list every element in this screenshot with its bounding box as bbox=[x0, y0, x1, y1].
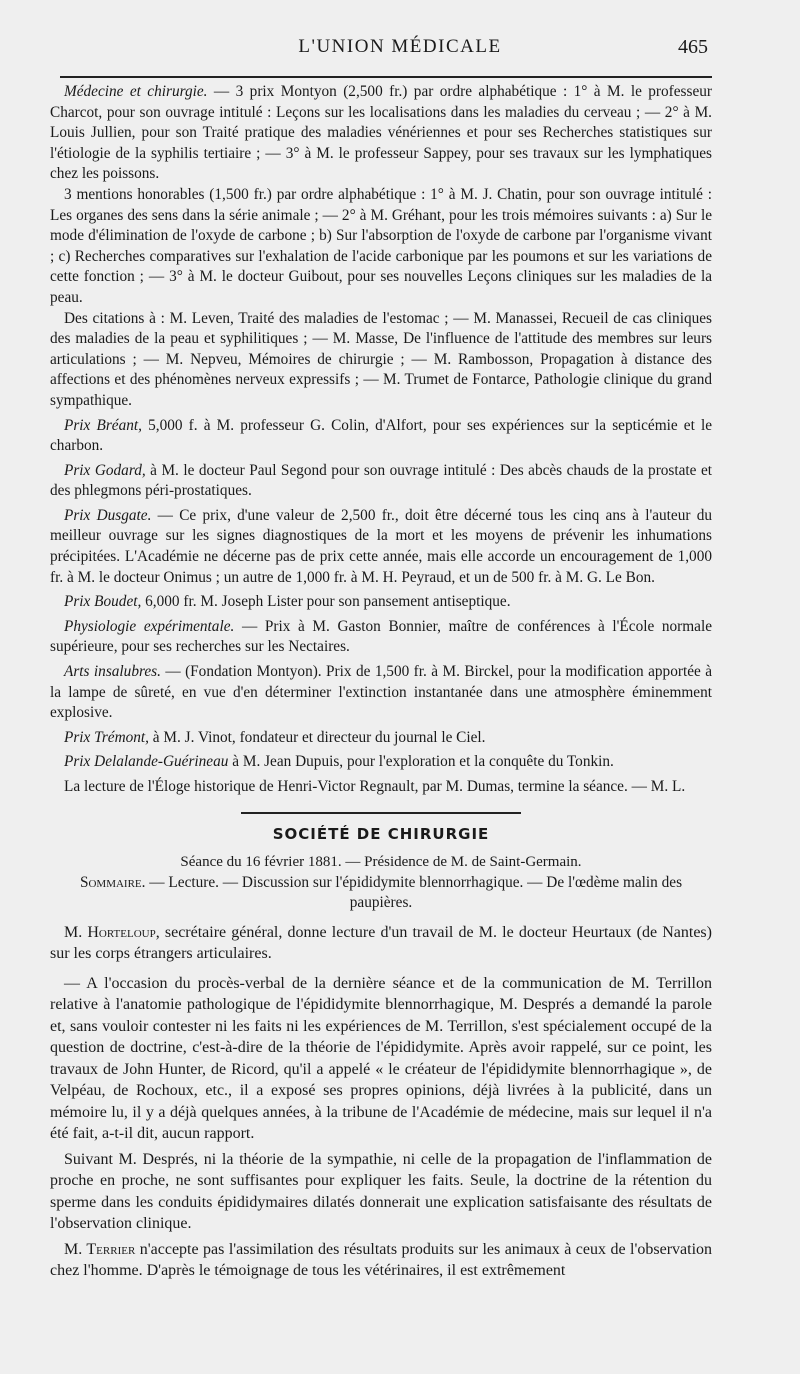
paragraph-lead: Physiologie expérimentale. bbox=[64, 617, 235, 635]
paragraph-text: La lecture de l'Éloge historique de Henri-Victor Regnault, par M. Dumas, termine la séance. — M. L. bbox=[64, 778, 686, 795]
paragraph bbox=[50, 1149, 712, 1235]
header-rule bbox=[60, 76, 712, 78]
paragraph-text: 6,000 fr. M. Joseph Lister pour son pansement antiseptique. bbox=[141, 593, 511, 611]
paragraph bbox=[50, 777, 712, 798]
paragraph-text: — Ce prix, d'une valeur de 2,500 fr., doit être décerné tous les cinq ans à l'auteur du meilleur ouvrage sur les signes diagnostiques de la mort et les moyens de prévenir les inhumations précipitées. L'Académie ne décerne pas de prix cette année, mais elle accorde un encouragement de 1,000 fr. à M. le docteur Onimus ; un autre de 1,000 fr. à M. H. Peyraud, et un de 500 fr. à M. G. Le Bon. bbox=[50, 506, 712, 586]
paragraph-text: 5,000 f. à M. professeur G. Colin, d'Alfort, pour ses expériences sur la septicémie et le charbon. bbox=[50, 416, 713, 455]
summary-label: Sommaire. bbox=[79, 873, 146, 891]
paragraph bbox=[50, 752, 712, 773]
paragraph bbox=[50, 185, 712, 309]
paragraph-text: à M. Jean Dupuis, pour l'exploration et la conquête du Tonkin. bbox=[228, 753, 614, 771]
summary-text: — Lecture. — Discussion sur l'épididymite blennorrhagique. — De l'œdème malin des paupières. bbox=[145, 873, 683, 912]
paragraph-lead: M. Terrier bbox=[64, 1240, 136, 1258]
paragraph bbox=[50, 309, 712, 412]
paragraph-text: n'accepte pas l'assimilation des résultats produits sur les animaux à ceux de l'observation chez l'homme. D'après le témoignage de tous les vétérinaires, il est extrêmement bbox=[50, 1240, 713, 1280]
paragraph bbox=[50, 728, 712, 749]
session-line: Séance du 16 février 1881. — Présidence de M. de Saint-Germain. bbox=[180, 854, 582, 871]
paragraph-text: secrétaire général, donne lecture d'un travail de M. le docteur Heurtaux (de Nantes) sur les corps étrangers articulaires. bbox=[50, 923, 712, 963]
paragraph-lead: Prix Bréant, bbox=[64, 416, 142, 434]
paragraph-lead: Prix Boudet, bbox=[64, 593, 142, 611]
paragraph bbox=[50, 922, 712, 965]
paragraph bbox=[50, 416, 712, 457]
section-divider bbox=[241, 812, 521, 814]
page-number: 465 bbox=[678, 36, 708, 58]
paragraph-lead: M. Horteloup, bbox=[64, 923, 160, 941]
paragraph bbox=[50, 617, 712, 658]
paragraph-lead: Prix Dusgate. bbox=[64, 506, 152, 524]
paragraph-text: — 3 prix Montyon (2,500 fr.) par ordre alphabétique : 1° à M. le professeur Charcot, pour son ouvrage intitulé : Leçons sur les localisations dans les maladies du cerveau ; — 2° à M. Louis Jullien, pour son Traité pratique des maladies vénériennes et pour ses Recherches statistiques sur l'étiologie de la syphilis tertiaire ; — 3° à M. le professeur Sappey, pour ses travaux sur les lymphatiques chez les poissons. bbox=[50, 83, 712, 183]
summary bbox=[50, 873, 712, 914]
paragraph bbox=[50, 506, 712, 588]
paragraph-text: Des citations à : M. Leven, Traité des maladies de l'estomac ; — M. Manassei, Recueil de cas cliniques des maladies de la peau et syphilitiques ; — M. Masse, De l'influence de l'attitude des membres sur leurs articulations ; — M. Nepveu, Mémoires de chirurgie ; — M. Rambosson, Propagation à distance des affections et des phénomènes nerveux expressifs ; — M. Trumet de Fontarce, Pathologie clinique du grand sympathique. bbox=[50, 309, 712, 409]
paragraph-lead: Prix Delalande-Guérineau bbox=[64, 753, 229, 771]
paragraph-text: à M. le docteur Paul Segond pour son ouvrage intitulé : Des abcès chauds de la prostate et des phlegmons péri-prostatiques. bbox=[50, 461, 712, 500]
paragraph bbox=[50, 662, 712, 724]
paragraph-text: — A l'occasion du procès-verbal de la dernière séance et de la communication de M. Terrillon relative à l'anatomie pathologique de l'épididymite blennorrhagique, M. Després a demandé la parole et, sans vouloir contester ni les faits ni les expériences de M. Terrillon, s'est spécialement occupé de la question de doctrine, c'est-à-dire de la théorie de l'épididymite. Après avoir rappelé, sur ce point, les travaux de John Hunter, de Ricord, qu'il a appelé « le créateur de l'épididymite blennorrhagique », de Velpéau, de Rochoux, etc., il a exposé ses propres opinions, déjà livrées à la publicité, dans un mémoire lu, il y a déjà quelques années, à la tribune de l'Académie de médecine, mais sur lequel il n'a été fait, a-t-il dit, aucun rapport. bbox=[50, 974, 712, 1143]
article-content bbox=[50, 82, 712, 1282]
paragraph-lead: Prix Trémont, bbox=[64, 728, 149, 746]
paragraph-text: — (Fondation Montyon). Prix de 1,500 fr. à M. Birckel, pour la modification apportée à la lampe de sûreté, en vue d'en déterminer l'extinction instantanée dans une atmosphère éminemment explosive. bbox=[50, 663, 712, 722]
paragraph-text: — Prix à M. Gaston Bonnier, maître de conférences à l'École normale supérieure, pour ses recherches sur les Nectaires. bbox=[50, 617, 713, 656]
page-header bbox=[0, 36, 800, 72]
paragraph-lead: Prix Godard, bbox=[64, 461, 146, 479]
paragraph bbox=[50, 461, 712, 502]
paragraph-text: à M. J. Vinot, fondateur et directeur du journal le Ciel. bbox=[148, 728, 486, 746]
paragraph-lead: Médecine et chirurgie. bbox=[64, 83, 208, 100]
paragraph-lead: Arts insalubres. bbox=[64, 663, 161, 681]
paragraph bbox=[50, 973, 712, 1145]
paragraph bbox=[50, 82, 712, 185]
section-title: SOCIÉTÉ DE CHIRURGIE bbox=[272, 824, 490, 843]
paragraph bbox=[50, 592, 712, 613]
paragraph bbox=[50, 1239, 712, 1282]
paragraph-text: 3 mentions honorables (1,500 fr.) par ordre alphabétique : 1° à M. J. Chatin, pour son ouvrage intitulé : Les organes des sens dans la série animale ; — 2° à M. Gréhant, pour les trois mémoires suivants : a) Sur le mode d'élimination de l'oxyde de carbone ; b) Sur l'absorption de l'oxyde de carbone par l'organisme vivant ; c) Recherches comparatives sur l'exhalation de l'acide carbonique par les poumons et sur les variations de cette fonction ; — 3° à M. le docteur Guibout, pour ses nouvelles Leçons cliniques sur les maladies de la peau. bbox=[50, 185, 712, 306]
running-title: L'UNION MÉDICALE bbox=[298, 36, 502, 57]
paragraph-text: Suivant M. Després, ni la théorie de la sympathie, ni celle de la propagation de l'inflammation de proche en proche, ne sont suffisantes pour expliquer les faits. Seule, la doctrine de la rétention du sperme dans les conduits épididymaires dilatés donnerait une explication satisfaisante des résultats de l'observation clinique. bbox=[50, 1150, 712, 1233]
